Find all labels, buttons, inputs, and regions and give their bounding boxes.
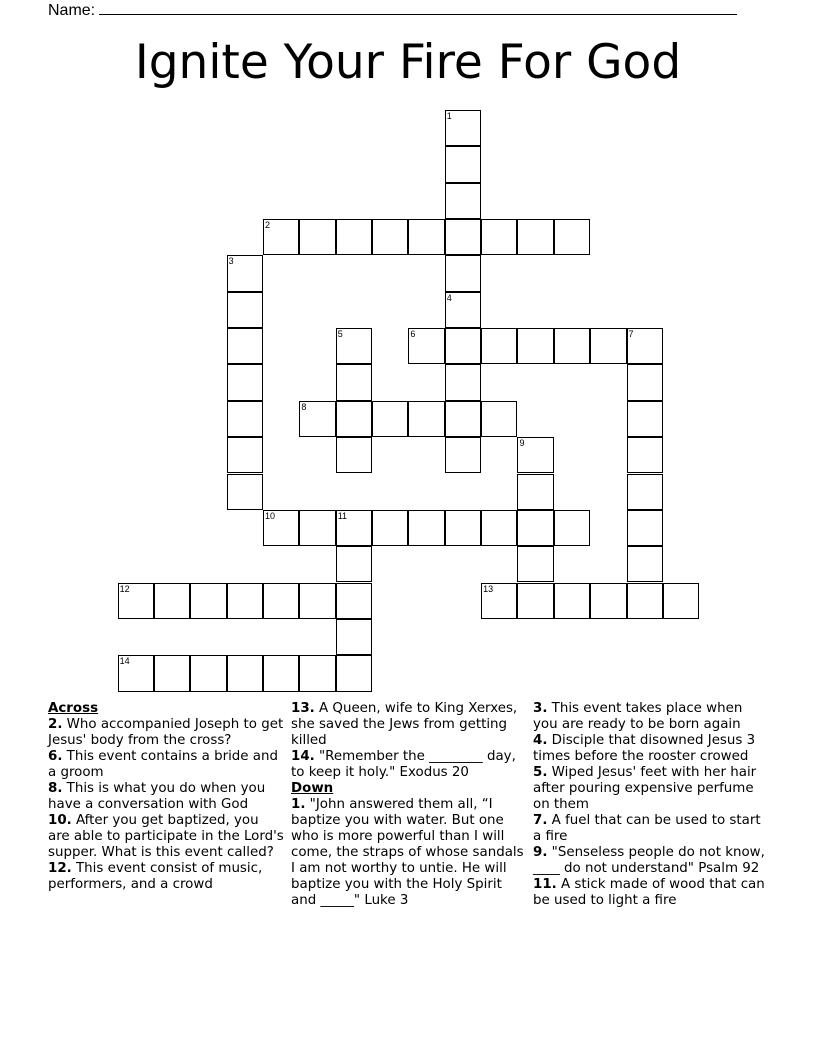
- grid-cell[interactable]: [118, 655, 154, 691]
- grid-cell[interactable]: [299, 655, 335, 691]
- clue-number-10: 10: [265, 510, 276, 521]
- clue-number-7: 7: [628, 329, 634, 340]
- grid-cell[interactable]: [263, 583, 299, 619]
- grid-cell[interactable]: [445, 255, 481, 291]
- grid-cell[interactable]: [445, 510, 481, 546]
- clue-down-7: 7. A fuel that can be used to start a fire: [533, 813, 761, 844]
- grid-cell[interactable]: [408, 328, 444, 364]
- grid-cell[interactable]: [190, 583, 226, 619]
- grid-cell[interactable]: [336, 401, 372, 437]
- clue-number-6: 6: [410, 329, 416, 340]
- clue-across-10: 10. After you get baptized, you are able to participate in the Lord's supper. What is this event called?: [48, 813, 284, 860]
- grid-cell[interactable]: [627, 546, 663, 582]
- grid-cell[interactable]: [517, 474, 553, 510]
- grid-cell[interactable]: [408, 510, 444, 546]
- grid-cell[interactable]: [627, 401, 663, 437]
- grid-cell[interactable]: [481, 583, 517, 619]
- clue-number-13: 13: [483, 583, 494, 594]
- down-heading: Down: [291, 781, 334, 796]
- grid-cell[interactable]: [299, 510, 335, 546]
- grid-cell[interactable]: [627, 510, 663, 546]
- grid-cell[interactable]: [481, 510, 517, 546]
- grid-cell[interactable]: [227, 655, 263, 691]
- grid-cell[interactable]: [554, 328, 590, 364]
- clue-down-5: 5. Wiped Jesus' feet with her hair after pouring expensive perfume on them: [533, 765, 757, 812]
- clue-number-11: 11: [337, 510, 348, 521]
- grid-cell[interactable]: [445, 292, 481, 328]
- grid-cell[interactable]: [408, 401, 444, 437]
- grid-cell[interactable]: [517, 328, 553, 364]
- clue-across-8: 8. This is what you do when you have a conversation with God: [48, 781, 266, 812]
- grid-cell[interactable]: [554, 583, 590, 619]
- grid-cell[interactable]: [227, 474, 263, 510]
- grid-cell[interactable]: [263, 219, 299, 255]
- grid-cell[interactable]: [190, 655, 226, 691]
- grid-cell[interactable]: [118, 583, 154, 619]
- grid-cell[interactable]: [263, 655, 299, 691]
- clue-across-12: 12. This event consist of music, performers, and a crowd: [48, 861, 263, 892]
- grid-cell[interactable]: [663, 583, 699, 619]
- clue-down-3: 3. This event takes place when you are ready to be born again: [533, 701, 743, 732]
- grid-cell[interactable]: [445, 146, 481, 182]
- grid-cell[interactable]: [227, 364, 263, 400]
- grid-cell[interactable]: [408, 219, 444, 255]
- grid-cell[interactable]: [299, 401, 335, 437]
- grid-cell[interactable]: [627, 364, 663, 400]
- grid-cell[interactable]: [627, 583, 663, 619]
- grid-cell[interactable]: [227, 292, 263, 328]
- grid-cell[interactable]: [154, 655, 190, 691]
- grid-cell[interactable]: [336, 328, 372, 364]
- clues-column-2: [291, 701, 527, 909]
- grid-cell[interactable]: [263, 510, 299, 546]
- grid-cell[interactable]: [336, 364, 372, 400]
- clue-across-14: 14. "Remember the ________ day, to keep it holy." Exodus 20: [291, 749, 516, 780]
- clue-number-8: 8: [301, 401, 307, 412]
- across-heading: Across: [48, 701, 99, 716]
- clue-number-4: 4: [446, 292, 452, 303]
- grid-cell[interactable]: [227, 401, 263, 437]
- page-title: Ignite Your Fire For God: [134, 35, 682, 90]
- grid-cell[interactable]: [445, 219, 481, 255]
- clue-across-13: 13. A Queen, wife to King Xerxes, she saved the Jews from getting killed: [291, 701, 518, 748]
- grid-cell[interactable]: [227, 328, 263, 364]
- grid-cell[interactable]: [517, 546, 553, 582]
- grid-cell[interactable]: [372, 510, 408, 546]
- grid-cell[interactable]: [481, 328, 517, 364]
- grid-cell[interactable]: [590, 328, 626, 364]
- grid-cell[interactable]: [227, 583, 263, 619]
- clue-number-2: 2: [265, 220, 271, 231]
- grid-cell[interactable]: [336, 510, 372, 546]
- grid-cell[interactable]: [517, 219, 553, 255]
- grid-cell[interactable]: [554, 510, 590, 546]
- clue-across-6: 6. This event contains a bride and a groom: [48, 749, 278, 780]
- clue-number-3: 3: [228, 256, 234, 267]
- grid-cell[interactable]: [517, 510, 553, 546]
- grid-cell[interactable]: [445, 328, 481, 364]
- grid-cell[interactable]: [517, 437, 553, 473]
- clue-number-9: 9: [519, 438, 525, 449]
- grid-cell[interactable]: [336, 219, 372, 255]
- grid-cell[interactable]: [299, 583, 335, 619]
- clue-number-14: 14: [119, 656, 130, 667]
- grid-cell[interactable]: [445, 183, 481, 219]
- grid-cell[interactable]: [154, 583, 190, 619]
- grid-cell[interactable]: [627, 328, 663, 364]
- grid-cell[interactable]: [336, 655, 372, 691]
- clue-down-4: 4. Disciple that disowned Jesus 3 times before the rooster crowed: [533, 733, 756, 764]
- grid-cell[interactable]: [336, 437, 372, 473]
- clues-column-1: [48, 701, 284, 893]
- grid-cell[interactable]: [517, 583, 553, 619]
- clue-across-2: 2. Who accompanied Joseph to get Jesus' body from the cross?: [48, 717, 284, 748]
- grid-cell[interactable]: [227, 437, 263, 473]
- grid-cell[interactable]: [336, 583, 372, 619]
- grid-cell[interactable]: [554, 219, 590, 255]
- grid-cell[interactable]: [227, 255, 263, 291]
- clue-down-11: 11. A stick made of wood that can be used to light a fire: [533, 877, 765, 908]
- grid-cell[interactable]: [481, 219, 517, 255]
- grid-cell[interactable]: [299, 219, 335, 255]
- grid-cell[interactable]: [336, 619, 372, 655]
- grid-cell[interactable]: [445, 364, 481, 400]
- clue-number-1: 1: [446, 111, 452, 121]
- grid-cell[interactable]: [372, 219, 408, 255]
- grid-cell[interactable]: [445, 110, 481, 146]
- clues-column-3: [533, 701, 769, 909]
- grid-cell[interactable]: [445, 401, 481, 437]
- clue-down-1: 1. "John answered them all, “I baptize you with water. But one who is more powerful than I will come, the straps of whose sandals I am not worthy to untie. He will baptize you with the Holy Spirit and _____" Luke 3: [291, 797, 524, 908]
- clue-down-9: 9. "Senseless people do not know, ____ do not understand" Psalm 92: [533, 845, 765, 876]
- clue-number-12: 12: [119, 583, 130, 594]
- grid-cell[interactable]: [627, 437, 663, 473]
- grid-cell[interactable]: [627, 474, 663, 510]
- clue-number-5: 5: [337, 329, 343, 340]
- grid-cell[interactable]: [445, 437, 481, 473]
- grid-cell[interactable]: [372, 401, 408, 437]
- grid-cell[interactable]: [336, 546, 372, 582]
- name-label: Name:: [48, 2, 96, 19]
- grid-cell[interactable]: [590, 583, 626, 619]
- grid-cell[interactable]: [481, 401, 517, 437]
